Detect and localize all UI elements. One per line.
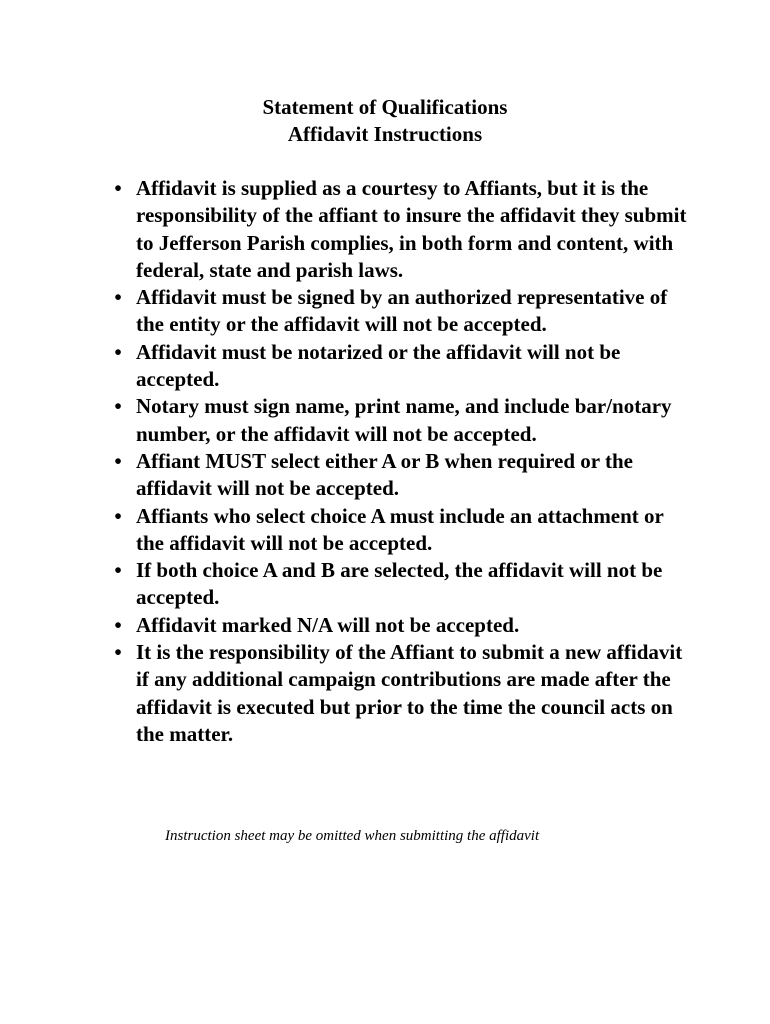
instruction-item [114,284,696,339]
instruction-text: Affidavit must be notarized or the affidavit will not be accepted. [136,339,621,392]
instruction-item [114,612,696,639]
bullet-icon: • [114,176,122,200]
bullet-icon: • [114,339,122,364]
instruction-text: If both choice A and B are selected, the affidavit will not be accepted. [136,558,663,610]
bullet-icon: • [114,640,122,665]
instruction-item [114,175,696,284]
instruction-item [114,339,696,394]
instruction-text: Affidavit marked N/A will not be accepted. [136,612,520,637]
title-line-2: Affidavit Instructions [287,122,483,146]
instruction-item [114,393,696,448]
instruction-text: Affidavit is supplied as a courtesy to Affiants, but it is the responsibility of the affiant to insure the affidavit they submit to Jefferson Parish complies, in both form and content, with federal, state and parish laws. [136,176,687,282]
instruction-item [114,448,696,503]
instruction-item [114,503,696,558]
instruction-text: Notary must sign name, print name, and include bar/notary number, or the affidavit will not be accepted. [136,394,672,446]
instruction-item [114,639,696,748]
title-line-1: Statement of Qualifications [262,95,508,119]
footnote: Instruction sheet may be omitted when submitting the affidavit [165,828,540,844]
bullet-icon: • [114,448,122,473]
bullet-icon: • [114,285,122,310]
document-title [0,94,770,148]
bullet-icon: • [114,503,122,528]
instruction-text: It is the responsibility of the Affiant to submit a new affidavit if any additional campaign contributions are made after the affidavit is executed but prior to the time the council acts on the matter. [136,640,683,746]
instruction-item [114,557,696,612]
instruction-text: Affiants who select choice A must include an attachment or the affidavit will not be accepted. [136,503,664,555]
instruction-text: Affidavit must be signed by an authorized representative of the entity or the affidavit will not be accepted. [136,285,668,337]
bullet-icon: • [114,558,122,583]
instruction-list [114,175,696,748]
instruction-text: Affiant MUST select either A or B when required or the affidavit will not be accepted. [136,448,633,501]
bullet-icon: • [114,612,122,637]
bullet-icon: • [114,394,122,419]
